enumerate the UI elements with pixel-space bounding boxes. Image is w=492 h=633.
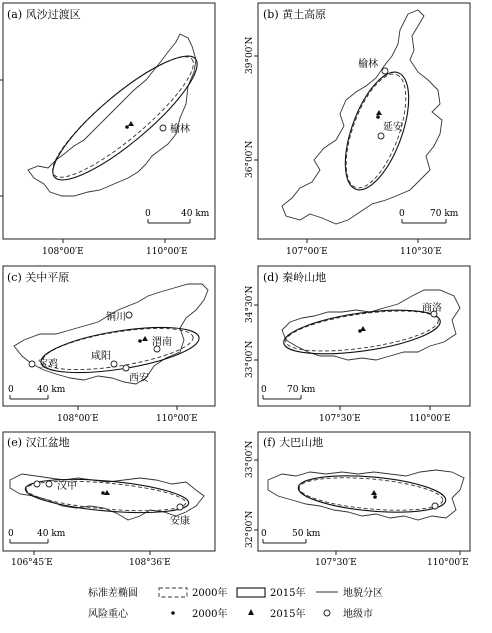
panel-c-xtick-1: 110°00′E	[156, 414, 198, 424]
panel-d	[245, 266, 470, 424]
panel-b-scale-zero: 0	[399, 209, 405, 219]
panel-d-xtick-1: 110°00′E	[409, 414, 451, 424]
panel-e-scale-value: 40 km	[37, 529, 66, 539]
panel-b-city-marker-2	[378, 133, 384, 139]
panel-a-xtick-1: 110°00′E	[146, 247, 188, 257]
legend-ellipse-label: 标准差椭圆	[88, 588, 138, 599]
panel-b-xtick-1: 110°30′E	[400, 247, 442, 257]
panel-d-ytick-0: 34°30′N	[245, 285, 255, 323]
panel-c-center-2000	[138, 339, 142, 343]
panel-f-city-marker	[432, 503, 438, 509]
panel-f-center-2000	[373, 495, 377, 499]
panel-e-city-ankang: 安康	[170, 516, 190, 527]
legend-city-swatch	[324, 610, 330, 616]
legend-region-boundary: 地貌分区	[343, 588, 383, 599]
panel-f	[245, 432, 470, 568]
panel-a-city-yulin: 榆林	[170, 124, 190, 135]
panel-c-city-weinan: 渭南	[152, 337, 172, 348]
panel-a-ellipse-2015	[39, 40, 211, 195]
panel-a-xtick-0: 108°00′E	[42, 247, 84, 257]
panel-d-scale-zero: 0	[261, 385, 267, 395]
panel-a-frame	[3, 3, 215, 239]
panel-b-ytick-1: 36°00′N	[245, 140, 255, 178]
panel-a-city-marker	[160, 125, 166, 131]
panel-c	[3, 266, 215, 424]
panel-c-scale-zero: 0	[8, 385, 14, 395]
panel-e-city-marker-1	[34, 481, 40, 487]
panel-f-ytick-1: 32°00′N	[245, 510, 255, 548]
panel-e-center-2000	[101, 491, 105, 495]
panel-c-center-2015	[142, 336, 148, 341]
panel-e-ellipse-2015	[24, 474, 190, 518]
panel-e-city-marker-2	[46, 481, 52, 487]
panel-b-city-yulin: 榆林	[358, 59, 378, 70]
legend	[88, 586, 383, 620]
panel-c-city-baoji: 宝鸡	[38, 359, 58, 370]
panel-c-city-marker-1	[126, 312, 132, 318]
panel-a-scale-value: 40 km	[181, 209, 210, 219]
legend-center-2015: 2015年	[270, 609, 306, 620]
panel-a-center-2015	[128, 121, 134, 126]
panel-b-center-2000	[376, 115, 380, 119]
panel-e-xtick-0: 106°45′E	[11, 558, 53, 568]
panel-e-xtick-1: 108°36′E	[129, 558, 171, 568]
panel-b-frame	[258, 3, 470, 239]
panel-c-city-xianyang: 咸阳	[91, 351, 111, 362]
panel-a	[0, 3, 215, 257]
panel-d-scale-value: 70 km	[287, 385, 316, 395]
panel-d-xtick-0: 107°30′E	[319, 414, 361, 424]
panel-f-region-boundary	[268, 470, 464, 520]
legend-center-2015-swatch	[248, 609, 254, 615]
panel-f-ellipse-2000	[298, 473, 444, 515]
panel-d-city-shangluo: 商洛	[422, 303, 442, 314]
panel-a-scale-zero: 0	[145, 209, 151, 219]
panel-f-scale-zero: 0	[261, 529, 267, 539]
panel-f-title: (f) 大巴山地	[263, 436, 324, 449]
legend-ellipse-2015: 2015年	[270, 588, 306, 599]
panel-b-scale-value: 70 km	[430, 209, 459, 219]
panel-e-city-marker-3	[177, 504, 183, 510]
panel-c-title: (c) 关中平原	[7, 271, 70, 284]
panel-e-title: (e) 汉江盆地	[7, 436, 70, 449]
panel-e	[3, 432, 215, 568]
legend-center-2000: 2000年	[192, 609, 228, 620]
panel-b-region-boundary	[282, 10, 442, 224]
panel-c-city-marker-5	[123, 365, 129, 371]
panel-f-xtick-1: 110°00′E	[427, 558, 469, 568]
panel-c-ellipse-2015	[38, 319, 202, 382]
panel-f-scale-value: 50 km	[292, 529, 321, 539]
panel-f-ytick-0: 33°00′N	[245, 440, 255, 478]
legend-center-2000-swatch	[171, 611, 175, 615]
panel-c-city-tongchuan: 铜川	[106, 312, 126, 323]
panel-b-ytick-0: 39°00′N	[245, 36, 255, 74]
panel-a-title: (a) 风沙过渡区	[7, 8, 81, 21]
panel-c-xtick-0: 108°00′E	[57, 414, 99, 424]
panel-a-ellipse-2000	[40, 42, 206, 191]
panel-e-frame	[3, 432, 215, 551]
legend-ellipse-2000: 2000年	[192, 588, 228, 599]
panel-c-city-marker-4	[29, 361, 35, 367]
panel-e-scale-zero: 0	[8, 529, 14, 539]
panel-b	[245, 3, 470, 257]
panel-d-center-2015	[360, 326, 366, 331]
panel-c-city-marker-3	[111, 361, 117, 367]
panel-d-ytick-1: 33°00′N	[245, 340, 255, 378]
panel-b-center-2015	[376, 110, 382, 115]
legend-ellipse-2015-swatch	[237, 588, 265, 597]
panel-c-city-xian: 西安	[129, 373, 149, 384]
panel-b-title: (b) 黄土高原	[263, 8, 327, 21]
legend-ellipse-2000-swatch	[159, 588, 187, 597]
legend-center-label: 风险重心	[88, 609, 128, 620]
panel-d-title: (d) 秦岭山地	[263, 271, 327, 284]
panel-b-city-marker-1	[382, 68, 388, 74]
panel-b-city-yanan: 延安	[383, 122, 403, 133]
panel-e-city-hanzhong: 汉中	[57, 481, 77, 492]
panel-b-xtick-0: 107°00′E	[286, 247, 328, 257]
legend-prefecture-city: 地级市	[343, 609, 373, 620]
panel-e-center-2015	[104, 490, 110, 495]
panel-c-scale-value: 40 km	[37, 385, 66, 395]
panel-f-xtick-0: 107°30′E	[315, 558, 357, 568]
panel-f-center-2015	[371, 490, 377, 495]
